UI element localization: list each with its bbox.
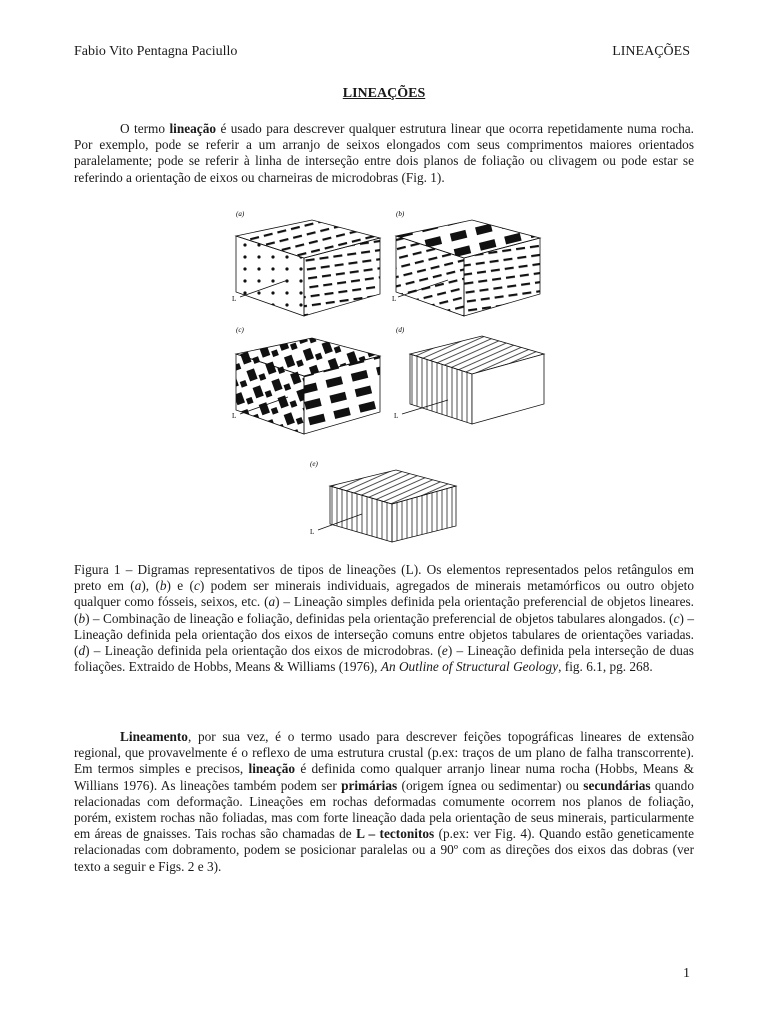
axis-label-d: L xyxy=(394,412,399,420)
label-a: (a) xyxy=(236,210,245,218)
axis-label-b: L xyxy=(392,295,397,303)
label-e: (e) xyxy=(310,460,318,468)
header-author: Fabio Vito Pentagna Paciullo xyxy=(74,44,238,59)
page-number: 1 xyxy=(683,966,690,981)
diagram-e xyxy=(310,460,456,542)
lineamento-paragraph: Lineamento, por sua vez, é o termo usado para descrever feições topográficas lineares de extensão regional, que provavelmente é o reflexo de uma estrutura crustal (p.ex: traços de um plano de falha transcorrente). Em termos simples e precisos, lineação é definida como qualquer arranjo linear numa rocha (Hobbs, Means & Willians 1976). As lineações também podem ser primárias (origem ígnea ou sedimentar) ou secundárias quando relacionadas com deformação. Lineações em rochas deformadas comumente ocorrem nos planos de foliação, porém, existem rochas não foliadas, mas com forte lineação dada pela orientação de seus minerais, particularmente em áreas de gnaisses. Tais rochas são chamadas de L – tectonitos (p.ex: ver Fig. 4). Quando estão geneticamente relacionadas com dobramento, podem se posicionar paralelas ou a 90º com as direções dos eixos das dobras (ver texto a seguir e Figs. 2 e 3). xyxy=(74,729,694,874)
figure-1-diagrams xyxy=(226,204,552,548)
diagram-d xyxy=(394,326,544,424)
diagram-c xyxy=(232,326,380,434)
axis-label-c: L xyxy=(232,412,237,420)
page-title: LINEAÇÕES xyxy=(342,86,426,101)
diagram-a xyxy=(232,210,380,316)
intro-paragraph: O termo lineação é usado para descrever qualquer estrutura linear que ocorra repetidamente numa rocha. Por exemplo, pode se referir a um arranjo de seixos elongados com seus comprimentos maiores orientados paralelamente; pode se referir à linha de interseção entre dois planos de foliação ou clivagem ou pode estar se referindo a orientação de eixos ou charneiras de microdobras (Fig. 1). xyxy=(74,121,694,185)
book-title: An Outline of Structural Geology xyxy=(380,659,559,675)
label-d: (d) xyxy=(396,326,405,334)
axis-label-e: L xyxy=(310,528,315,536)
diagram-b xyxy=(392,210,540,316)
label-b: (b) xyxy=(396,210,405,218)
label-c: (c) xyxy=(236,326,244,334)
axis-label-a: L xyxy=(232,295,237,303)
header-section: LINEAÇÕES xyxy=(612,44,690,59)
figure-caption: Figura 1 – Digramas representativos de tipos de lineações (L). Os elementos representados pelos retângulos em preto em (a), (b) e (c) podem ser minerais individuais, agregados de minerais metamórficos ou outro objeto qualquer como fósseis, seixos, etc. (a) – Lineação simples definida pela orientação preferencial de objetos lineares. (b) – Combinação de lineação e foliação, definidas pela orientação preferencial de objetos tabulares alongados. (c) – Lineação definida pela orientação dos eixos de interseção comuns entre objetos tabulares de orientações variadas. (d) – Lineação definida pela orientação dos eixos de microdobras. (e) – Lineação definida pela interseção de duas foliações. Extraido de Hobbs, Means & Williams (1976), An Outline of Structural Geology, fig. 6.1, pg. 268. xyxy=(74,562,694,675)
